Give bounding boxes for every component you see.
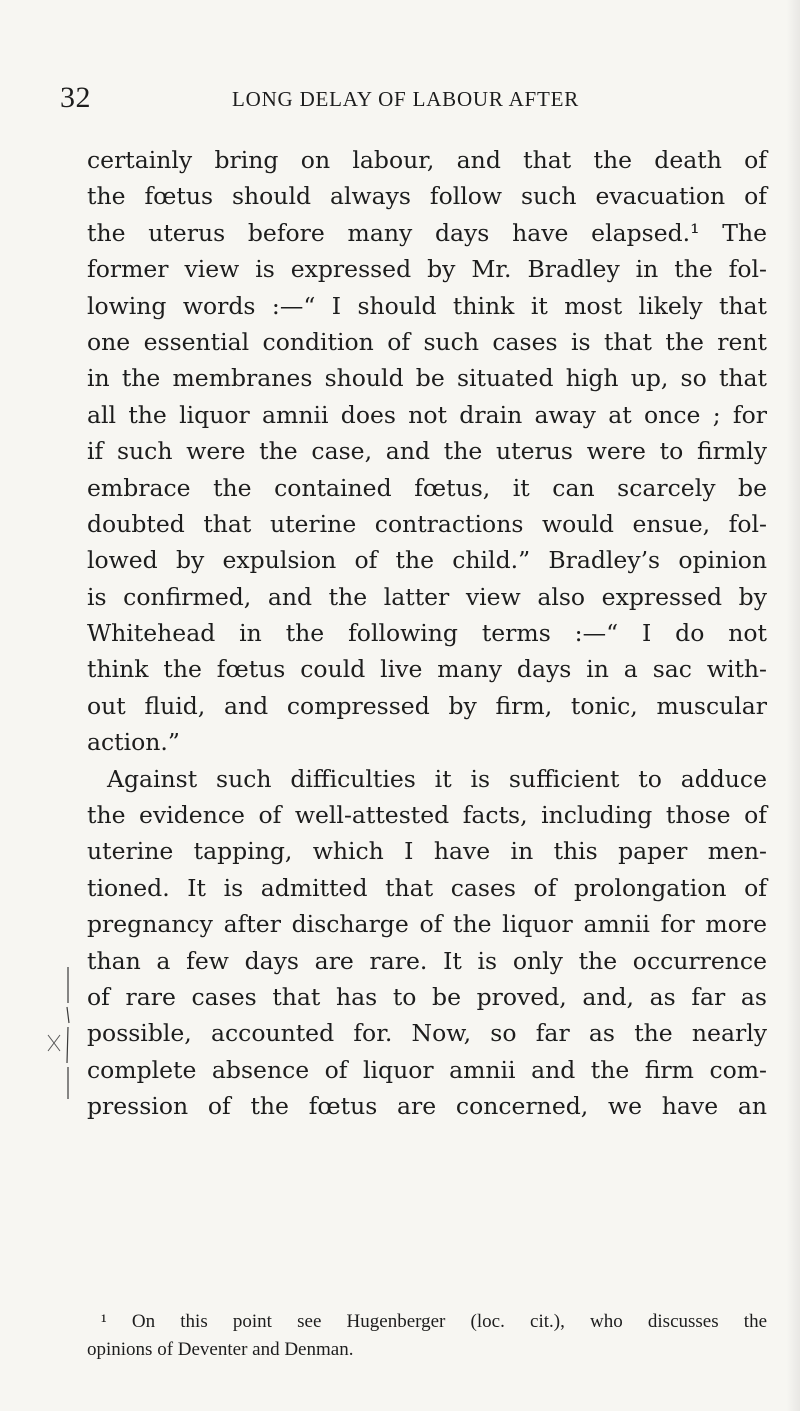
text-line: doubted that uterine contractions would ensue, fol- [87, 509, 767, 538]
text-line: if such were the case, and the uterus were to firmly [87, 437, 767, 466]
text-line: embrace the contained fœtus, it can scarcely be [87, 473, 767, 502]
text-line: complete absence of liquor amnii and the firm com- [87, 1055, 767, 1084]
text-line: one essential condition of such cases is that the rent [87, 327, 767, 356]
running-title: LONG DELAY OF LABOUR AFTER [232, 87, 580, 111]
text-line: lowed by expulsion of the child.” Bradley’s opinion [87, 546, 767, 575]
page-edge-shadow [786, 0, 800, 1411]
text-line: is confirmed, and the latter view also expressed by [87, 582, 767, 611]
footnotes [87, 1308, 767, 1364]
text-line: lowing words :—“ I should think it most likely that [87, 291, 767, 320]
page-header [60, 80, 760, 116]
text-line: Whitehead in the following terms :—“ I do not [87, 619, 767, 648]
text-line: pregnancy after discharge of the liquor amnii for more [87, 910, 767, 939]
text-line: Against such difficulties it is sufficient to adduce [107, 764, 767, 793]
body-text [87, 142, 767, 1125]
text-line: tioned. It is admitted that cases of prolongation of [87, 873, 767, 902]
text-line: of rare cases that has to be proved, and, as far as [87, 982, 767, 1011]
text-line: uterine tapping, which I have in this paper men- [87, 837, 767, 866]
page-number: 32 [60, 81, 91, 114]
text-line: think the fœtus could live many days in a sac with- [87, 655, 767, 684]
text-line: the fœtus should always follow such evacuation of [87, 182, 767, 211]
text-line: action.” [87, 728, 180, 757]
text-line: pression of the fœtus are concerned, we have an [87, 1092, 767, 1121]
footnote-line: opinions of Deventer and Denman. [87, 1339, 354, 1360]
text-line: than a few days are rare. It is only the occurrence [87, 946, 767, 975]
handwritten-margin-mark [46, 963, 76, 1103]
footnote-line: ¹ On this point see Hugenberger (loc. cit.), who discusses the [101, 1311, 767, 1332]
text-line: out fluid, and compressed by firm, tonic, muscular [87, 691, 767, 720]
text-line: former view is expressed by Mr. Bradley in the fol- [87, 255, 767, 284]
text-line: the evidence of well-attested facts, including those of [87, 801, 767, 830]
text-line: possible, accounted for. Now, so far as the nearly [87, 1019, 767, 1048]
text-line: certainly bring on labour, and that the death of [87, 146, 767, 174]
text-line: all the liquor amnii does not drain away at once ; for [87, 400, 767, 429]
text-line: in the membranes should be situated high up, so that [87, 364, 767, 393]
text-line: the uterus before many days have elapsed.¹ The [87, 218, 767, 247]
